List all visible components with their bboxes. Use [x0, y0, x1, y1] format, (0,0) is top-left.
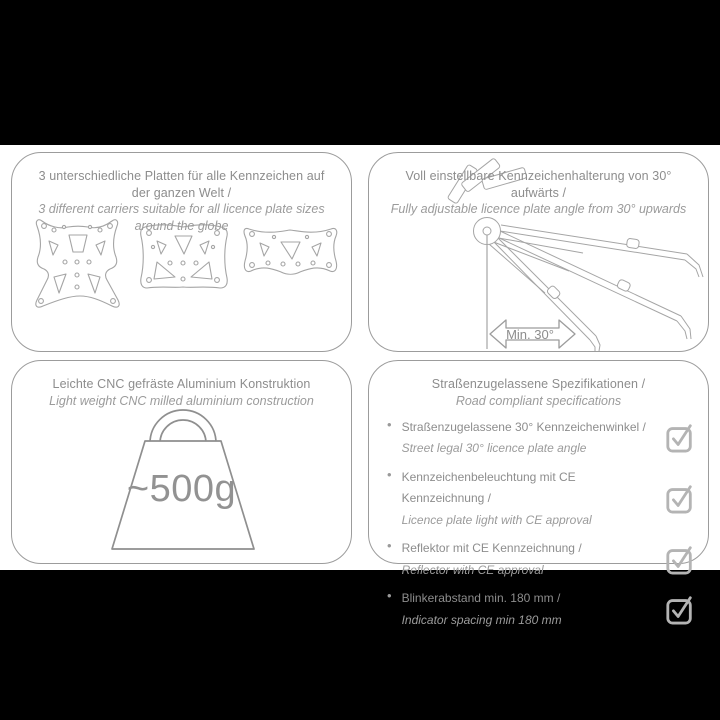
- spec-light-en: Licence plate light with CE approval: [401, 512, 592, 527]
- spec-indicator-en: Indicator spacing min 180 mm: [401, 612, 562, 627]
- panel-weight: [11, 360, 352, 564]
- checkmark-icon: [665, 482, 695, 514]
- spec-reflector-en: Reflector with CE approval: [401, 562, 544, 577]
- panel-specs-title-en: Road compliant specifications: [455, 393, 622, 408]
- spec-list: [369, 416, 708, 630]
- top-letterbox-bar: [0, 0, 720, 145]
- panel-angle: [368, 152, 709, 352]
- checkmark-icon: [665, 421, 695, 453]
- spec-angle-en: Street legal 30° licence plate angle: [401, 441, 587, 456]
- bullet-dot: •: [387, 538, 392, 554]
- min-angle-annotation: Min. 30°: [506, 327, 554, 342]
- spec-angle-de: Straßenzugelassene 30° Kennzeichenwinkel /: [401, 420, 646, 434]
- spec-item-reflector: [381, 537, 695, 580]
- spec-reflector-de: Reflektor mit CE Kennzeichnung /: [401, 541, 582, 556]
- bullet-dot: •: [387, 588, 392, 604]
- spec-indicator-de: Blinkerabstand min. 180 mm /: [401, 591, 561, 606]
- panel-carriers-title-en: 3 different carriers suitable for all licence plate sizes around the globe: [38, 202, 325, 233]
- panel-specs: [368, 360, 709, 627]
- panel-weight-title-en: Light weight CNC milled aluminium construction: [49, 393, 314, 408]
- panel-angle-title-de: Voll einstellbare Kennzeichenhalterung von 30° aufwärts /: [405, 169, 672, 200]
- panel-specs-header: [369, 361, 708, 409]
- panel-weight-title-de: Leichte CNC gefräste Aluminium Konstruktion: [52, 377, 311, 391]
- checkmark-icon: [665, 593, 695, 625]
- panel-angle-header: [369, 153, 708, 218]
- checkmark-icon: [665, 543, 695, 575]
- panel-carriers-header: [12, 153, 351, 234]
- spec-light-de: Kennzeichenbeleuchtung mit CE Kennzeichnung /: [401, 470, 576, 506]
- panel-weight-header: [12, 361, 351, 409]
- panel-angle-title-en: Fully adjustable licence plate angle from 30° upwards: [390, 202, 687, 216]
- panel-carriers: [11, 152, 352, 352]
- bullet-dot: •: [387, 417, 392, 432]
- weight-value-label: ~500g: [126, 468, 237, 510]
- spec-item-indicator: [381, 587, 695, 630]
- panel-specs-title-de: Straßenzugelassene Spezifikationen /: [431, 377, 646, 391]
- bullet-dot: •: [387, 467, 392, 483]
- spec-item-light: [381, 466, 695, 530]
- infographic-content: [0, 145, 720, 627]
- spec-item-angle: [381, 416, 695, 459]
- panel-carriers-title-de: 3 unterschiedliche Platten für alle Kennzeichen auf der ganzen Welt /: [38, 169, 325, 200]
